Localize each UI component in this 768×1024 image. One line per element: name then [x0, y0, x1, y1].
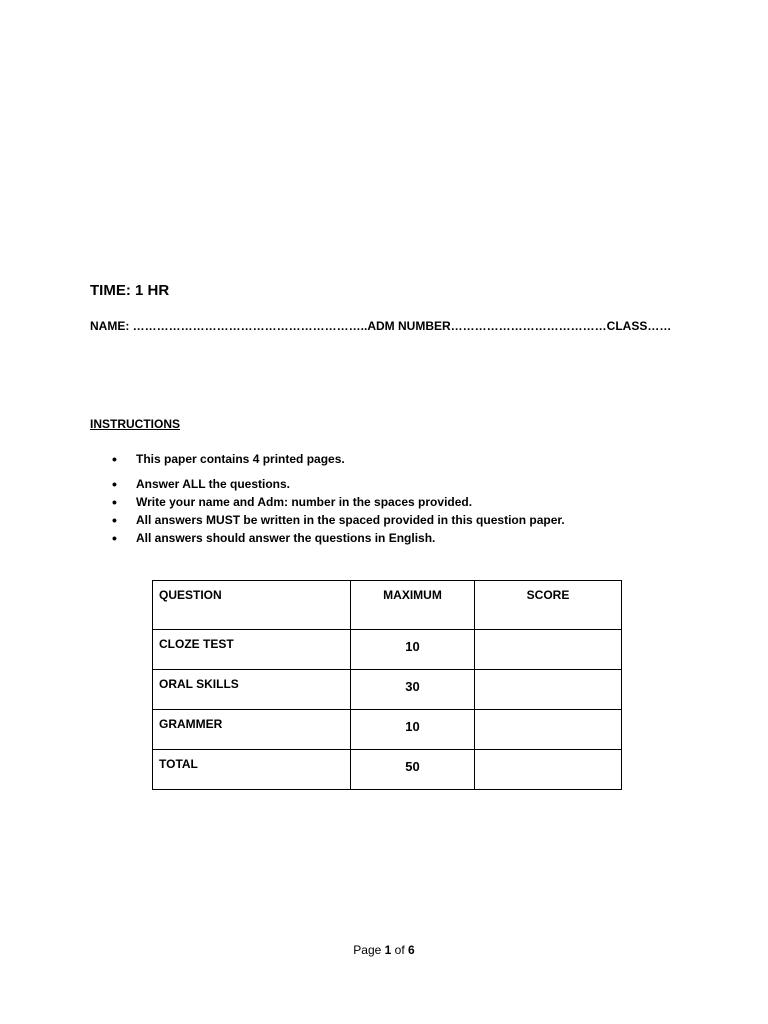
header-score: SCORE — [475, 581, 622, 630]
maximum-cell — [351, 750, 475, 790]
score-cell — [475, 630, 622, 670]
student-details-line: NAME: …………………………………………………..ADM NUMBER…………………………………CLASS…… — [90, 319, 672, 333]
instruction-item: • Write your name and Adm: number in the spaces provided. — [112, 494, 565, 512]
instructions-heading: INSTRUCTIONS — [90, 417, 180, 431]
question-cell: GRAMMER — [153, 710, 351, 750]
question-cell: TOTAL — [153, 750, 351, 790]
maximum-cell — [351, 630, 475, 670]
score-cell — [475, 670, 622, 710]
maximum-value: 50 — [405, 759, 420, 774]
score-cell — [475, 710, 622, 750]
table-row — [153, 750, 622, 790]
page-footer — [0, 943, 768, 957]
instruction-item: • This paper contains 4 printed pages. — [112, 451, 565, 469]
header-question: QUESTION — [153, 581, 351, 630]
instructions-list — [112, 451, 565, 548]
of-label: of — [394, 943, 405, 957]
page-total: 6 — [408, 943, 415, 957]
header-maximum: MAXIMUM — [351, 581, 475, 630]
maximum-value: 10 — [405, 639, 420, 654]
question-cell: ORAL SKILLS — [153, 670, 351, 710]
instruction-item: • All answers should answer the questions in English. — [112, 530, 565, 548]
score-table — [152, 580, 622, 790]
maximum-value: 10 — [405, 719, 420, 734]
page-number: 1 — [384, 943, 392, 957]
maximum-cell — [351, 670, 475, 710]
exam-time: TIME: 1 HR — [90, 282, 170, 299]
maximum-cell — [351, 710, 475, 750]
table-header-row — [153, 581, 622, 630]
table-row — [153, 670, 622, 710]
question-cell: CLOZE TEST — [153, 630, 351, 670]
instruction-item: • All answers MUST be written in the spaced provided in this question paper. — [112, 512, 565, 530]
maximum-value: 30 — [405, 679, 420, 694]
table-row — [153, 630, 622, 670]
table-row — [153, 710, 622, 750]
page-label: Page — [353, 943, 382, 957]
score-cell — [475, 750, 622, 790]
instruction-item: • Answer ALL the questions. — [112, 476, 565, 494]
